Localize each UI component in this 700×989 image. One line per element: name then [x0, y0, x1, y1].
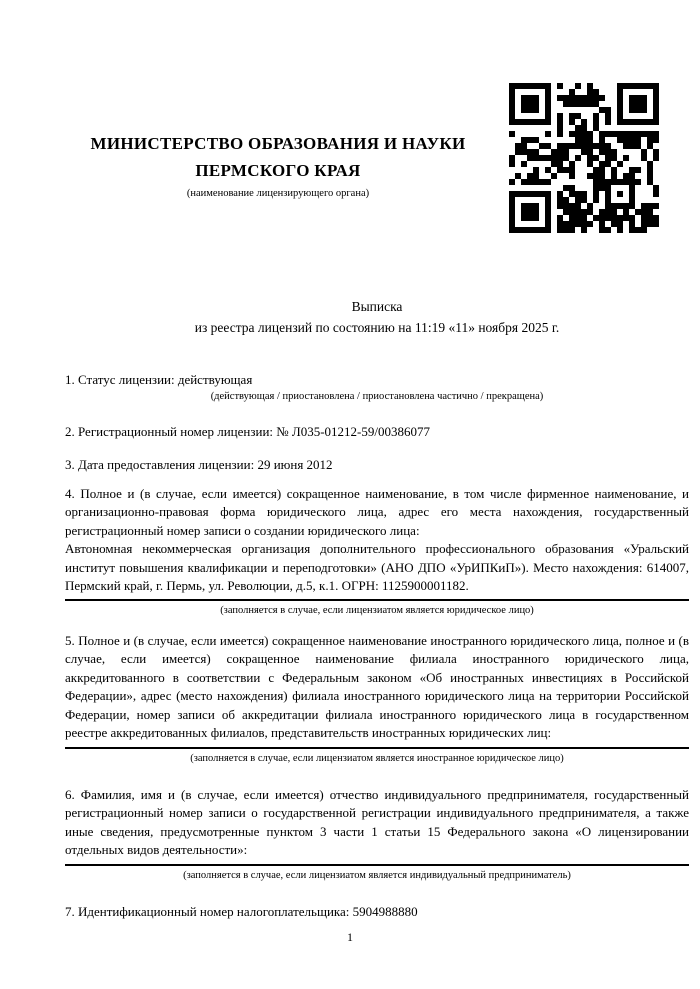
separator-line-legal-entity: [65, 599, 689, 601]
field-license-status: 1. Статус лицензии: действующая: [65, 372, 253, 387]
field-individual-caption: (заполняется в случае, если лицензиатом является индивидуальный предприниматель): [183, 869, 571, 881]
ministry-name-line2: ПЕРМСКОГО КРАЯ: [195, 161, 361, 180]
document-body: [65, 296, 689, 921]
separator-line-foreign-entity: [65, 747, 689, 749]
ministry-caption: (наименование лицензирующего органа): [186, 188, 370, 199]
field-foreign-entity-caption: (заполняется в случае, если лицензиатом является иностранное юридическое лицо): [190, 752, 564, 764]
field-taxpayer-number: 7. Идентификационный номер налогоплательщика: 5904988880: [65, 903, 418, 919]
ministry-name-line1: МИНИСТЕРСТВО ОБРАЗОВАНИЯ И НАУКИ: [90, 134, 466, 153]
qr-code-icon: [509, 83, 659, 233]
extract-subtitle: из реестра лицензий по состоянию на 11:19 «11» ноября 2025 г.: [194, 320, 560, 335]
field-legal-entity-question: 4. Полное и (в случае, если имеется) сокращенное наименование, в том числе фирменное наименование, и организационно-правовая форма юридического лица, адрес его места нахождения, государственный регистрационный номер записи о создании юридического лица:: [65, 485, 689, 538]
field-legal-entity-caption: (заполняется в случае, если лицензиатом является юридическое лицо): [220, 604, 534, 616]
extract-title: Выписка: [351, 299, 403, 314]
qr-code-image: [509, 83, 659, 233]
field-legal-entity-answer: Автономная некоммерческая организация дополнительного профессионального образования «Уральский институт повышения квалификации и переподготовки» (АНО ДПО «УрИПКиП»). Место нахождения: 614007, Пермский край, г. Пермь, ул. Революции, д.5, к.1. ОГРН: 1125900001182.: [65, 541, 689, 593]
separator-line-individual: [65, 864, 689, 866]
licensing-authority-header: [40, 130, 516, 200]
page-number: 1: [347, 930, 353, 944]
field-individual-question: 6. Фамилия, имя и (в случае, если имеется) отчество индивидуального предпринимателя, государственный регистрационный номер записи о государственной регистрации индивидуального предпринимателя, а также иные сведения, предусмотренные пунктом 3 части 1 статьи 15 Федерального закона «О лицензировании отдельных видов деятельности»:: [65, 786, 689, 857]
field-license-status-caption: (действующая / приостановлена / приостановлена частично / прекращена): [210, 390, 544, 402]
field-foreign-entity-question: 5. Полное и (в случае, если имеется) сокращенное наименование иностранного юридического лица, полное и (в случае, если имеется) сокращенное наименование филиала иностранного юридического лица, аккредитованного в соответствии с Федеральным законом «Об иностранных инвестициях в Российской Федерации», адрес (место нахождения) филиала иностранного юридического лица на территории Российской Федерации, номер записи об аккредитации филиала иностранного юридического лица в государственном реестре аккредитованных филиалов, представительств иностранных юридических лиц:: [65, 632, 689, 740]
ministry-name: [40, 130, 516, 184]
field-grant-date: 3. Дата предоставления лицензии: 29 июня 2012: [65, 457, 333, 472]
field-registration-number: 2. Регистрационный номер лицензии: № Л035-01212-59/00386077: [65, 423, 431, 439]
